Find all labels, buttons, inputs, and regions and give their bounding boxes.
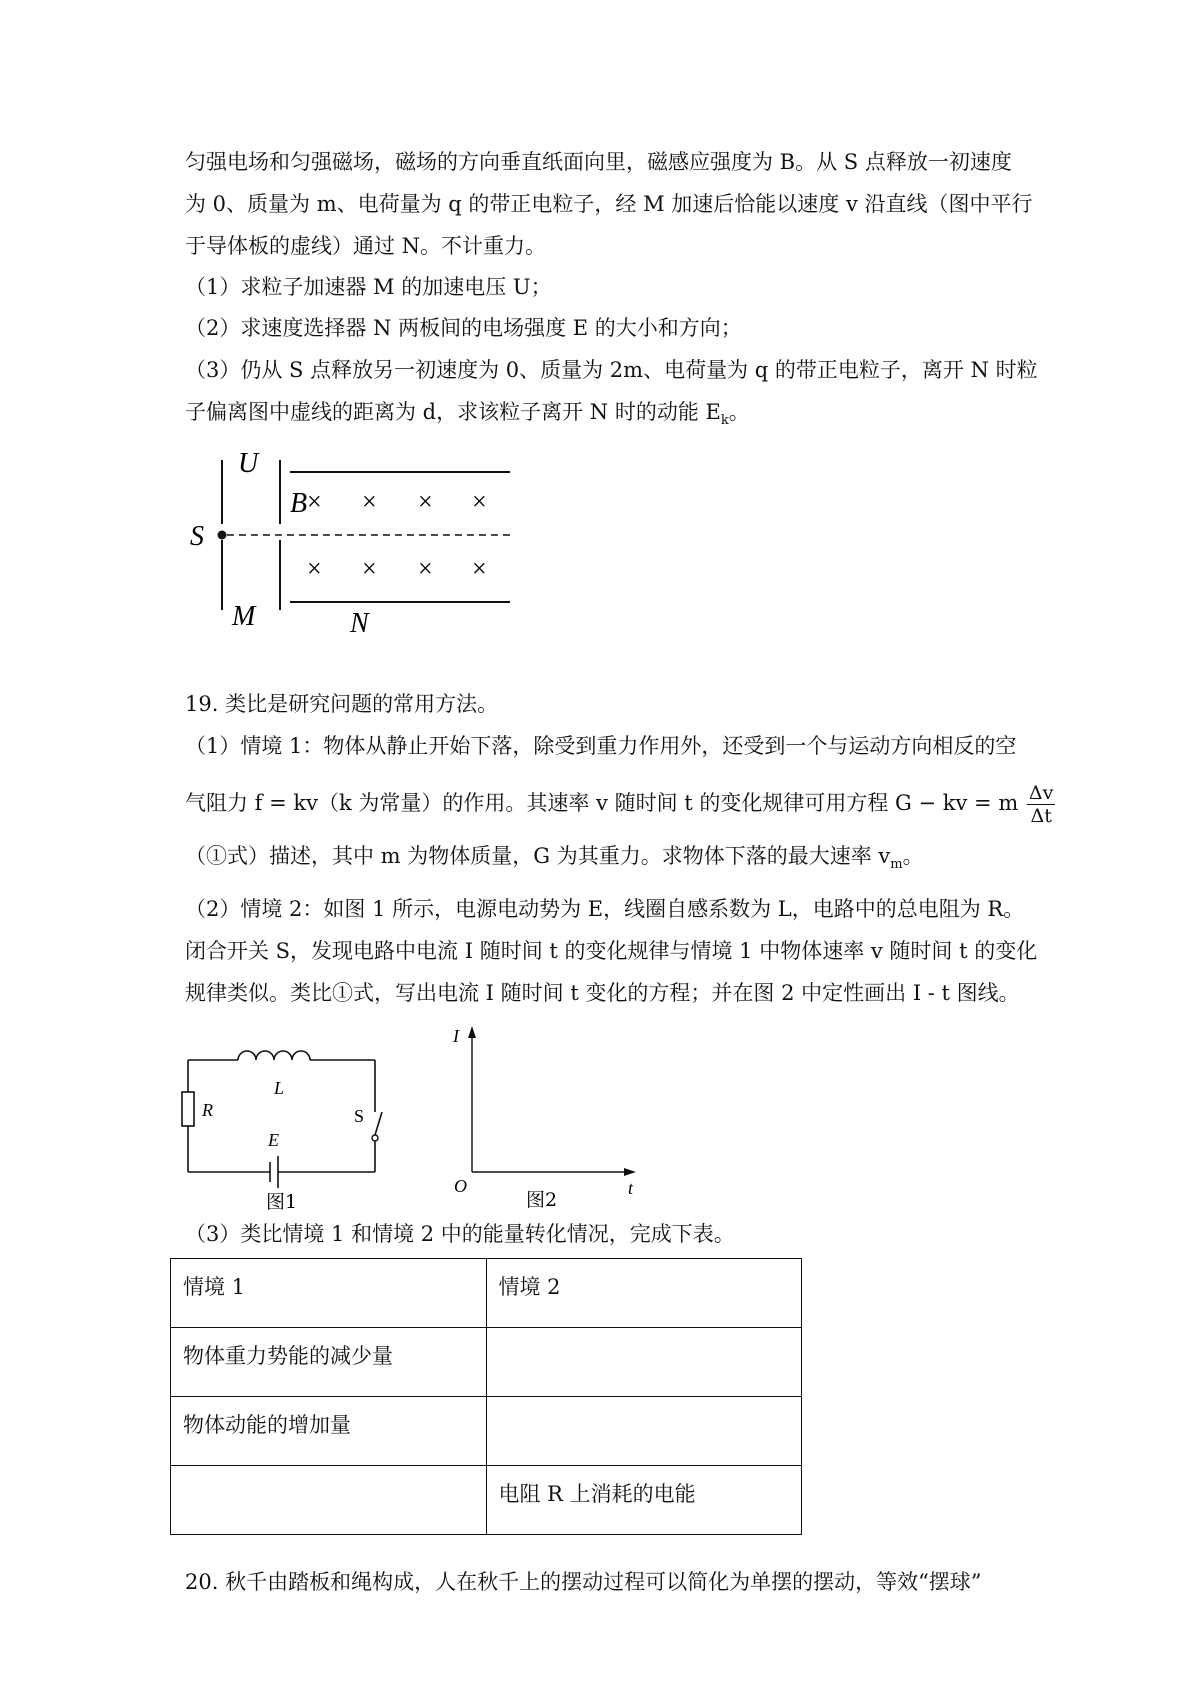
q20-line-1: 20. 秋千由踏板和绳构成，人在秋千上的摆动过程可以简化为单摆的摆动，等效“摆球” [185,1570,982,1594]
label-u: U [238,448,259,479]
table-cell: 物体动能的增加量 [171,1397,487,1466]
q19-situation-1c-sub: m [890,857,903,873]
q19-situation-1c-end: 。 [902,844,924,868]
q19-situation-2c: 规律类似。类比①式，写出电流 I 随时间 t 变化的方程；并在图 2 中定性画出 I - t 图线。 [185,981,1020,1005]
figure-2-caption: 图2 [526,1189,558,1211]
table-cell: 电阻 R 上消耗的电能 [486,1466,802,1535]
field-cross: × [362,554,377,583]
q18-part-3b-sub: k [720,413,729,429]
table-row [171,1328,802,1397]
graph-figure-2 [440,1022,660,1217]
label-t: t [628,1178,634,1198]
inductor-coil [238,1051,310,1060]
q19-situation-2a: （2）情境 2：如图 1 所示，电源电动势为 E，线圈自感系数为 L，电路中的总电阻为 R。 [185,897,1025,921]
table-row [171,1466,802,1535]
field-cross: × [307,487,322,516]
resistor [182,1092,194,1126]
field-cross: × [418,487,433,516]
table-cell [486,1328,802,1397]
label-s: S [190,521,204,552]
label-b: B [290,488,308,519]
q19-situation-1b [185,782,1055,827]
fraction-denominator: Δt [1030,805,1052,827]
field-cross: × [307,554,322,583]
label-i: I [453,1026,459,1046]
energy-table [170,1258,802,1535]
q19-title: 19. 类比是研究问题的常用方法。 [185,692,499,716]
q18-line-1: 匀强电场和匀强磁场，磁场的方向垂直纸面向里，磁感应强度为 B。从 S 点释放一初速度 [185,150,1012,174]
figure-1-caption: 图1 [266,1191,298,1213]
label-s: S [354,1106,365,1126]
label-m: M [232,601,256,632]
fraction-numerator: Δv [1028,782,1054,804]
table-cell [171,1466,487,1535]
q19-situation-2b: 闭合开关 S，发现电路中电流 I 随时间 t 的变化规律与情境 1 中物体速率 v 随时间 t 的变化 [185,939,1038,963]
field-cross: × [362,487,377,516]
table-cell: 情境 1 [171,1259,487,1328]
table-cell [486,1397,802,1466]
label-l: L [274,1078,285,1098]
table-cell: 情境 2 [486,1259,802,1328]
q19-situation-1c-text: （①式）描述，其中 m 为物体质量，G 为其重力。求物体下落的最大速率 v [185,844,891,868]
field-cross: × [472,487,487,516]
q19-situation-3: （3）类比情境 1 和情境 2 中的能量转化情况，完成下表。 [185,1222,735,1246]
table-cell: 物体重力势能的减少量 [171,1328,487,1397]
switch-blade [375,1112,382,1135]
q18-line-2: 为 0、质量为 m、电荷量为 q 的带正电粒子，经 M 加速后恰能以速度 v 沿直线（图中平行 [185,192,1033,216]
table-row [171,1397,802,1466]
circuit-figure-1 [170,1030,400,1215]
q19-situation-1c [185,842,924,879]
q19-situation-1a: （1）情境 1：物体从静止开始下落，除受到重力作用外，还受到一个与运动方向相反的空 [185,734,1017,758]
q18-figure [180,440,520,640]
q18-part-3a: （3）仍从 S 点释放另一初速度为 0、质量为 2m、电荷量为 q 的带正电粒子，离开 N 时粒 [185,358,1038,382]
field-cross: × [418,554,433,583]
q18-part-3b [185,398,750,435]
q18-part-3b-text: 子偏离图中虚线的距离为 d，求该粒子离开 N 时的动能 E [185,400,721,424]
x-axis-arrow [624,1168,636,1176]
q19-situation-1b-text: 气阻力 f = kv（k 为常量）的作用。其速率 v 随时间 t 的变化规律可用方程 G − kv = m [185,791,1019,815]
q18-part-2: （2）求速度选择器 N 两板间的电场强度 E 的大小和方向； [185,316,742,340]
q18-part-1: （1）求粒子加速器 M 的加速电压 U； [185,275,552,299]
label-e: E [268,1130,279,1150]
table-row [171,1259,802,1328]
q18-part-3b-end: 。 [728,400,750,424]
label-origin: O [454,1176,467,1196]
q18-line-3: 于导体板的虚线）通过 N。不计重力。 [185,234,547,258]
fraction [1027,782,1055,827]
y-axis-arrow [468,1026,476,1038]
label-n: N [350,608,369,639]
field-cross: × [472,554,487,583]
label-r: R [202,1100,213,1120]
point-s [218,531,227,540]
